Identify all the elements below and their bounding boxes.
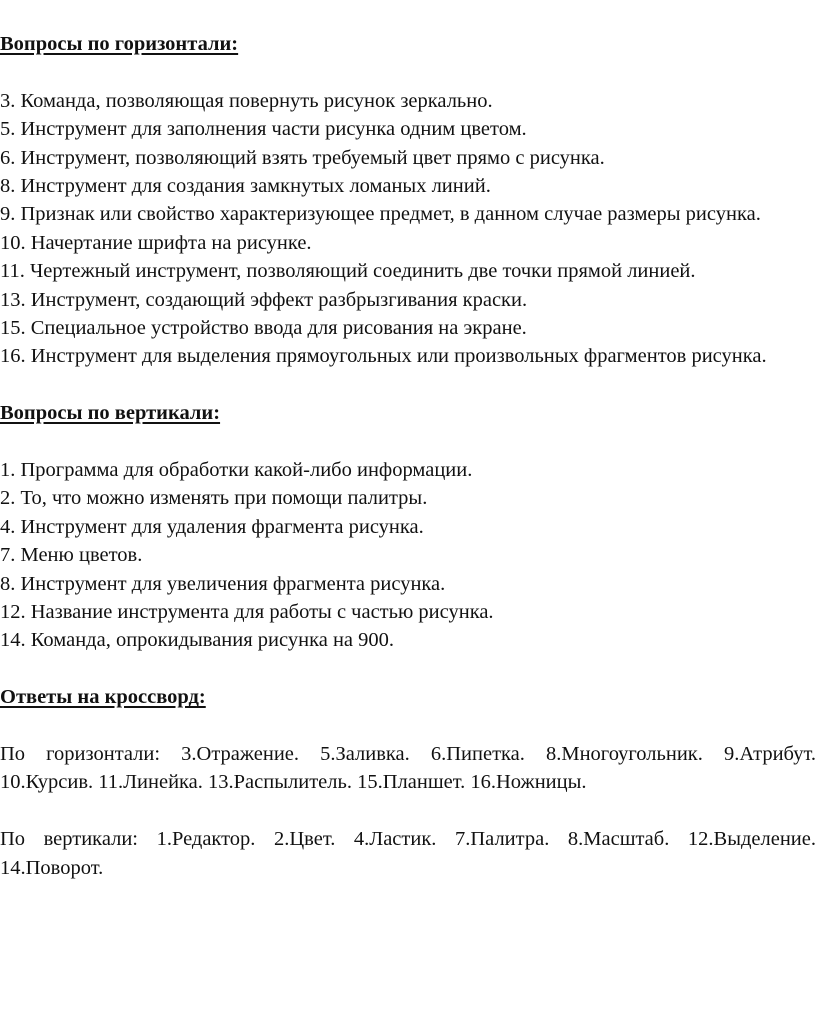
vertical-questions-heading: Вопросы по вертикали:: [0, 402, 221, 425]
horizontal-question-3: 3. Команда, позволяющая повернуть рисунок зеркально.: [0, 89, 493, 112]
spacer: [0, 712, 816, 740]
answers-vertical: По вертикали: 1.Редактор. 2.Цвет. 4.Ластик. 7.Палитра. 8.Масштаб. 12.Выделение. 14.Поворот.: [0, 828, 816, 879]
vertical-question-1: 1. Программа для обработки какой-либо информации.: [0, 459, 473, 482]
horizontal-question-9: 9. Признак или свойство характеризующее предмет, в данном случае размеры рисунка.: [0, 203, 761, 226]
horizontal-question-11: 11. Чертежный инструмент, позволяющий соединить две точки прямой линией.: [0, 260, 696, 283]
vertical-question-8: 8. Инструмент для увеличения фрагмента рисунка.: [0, 572, 446, 595]
answers-heading: Ответы на кроссворд:: [0, 686, 206, 709]
spacer: [0, 797, 816, 825]
horizontal-question-6: 6. Инструмент, позволяющий взять требуемый цвет прямо с рисунка.: [0, 146, 605, 169]
vertical-question-4: 4. Инструмент для удаления фрагмента рисунка.: [0, 515, 424, 538]
horizontal-question-8: 8. Инструмент для создания замкнутых ломаных линий.: [0, 175, 491, 198]
horizontal-question-13: 13. Инструмент, создающий эффект разбрызгивания краски.: [0, 288, 528, 311]
horizontal-question-5: 5. Инструмент для заполнения части рисунка одним цветом.: [0, 118, 527, 141]
spacer: [0, 58, 816, 86]
horizontal-questions-heading: Вопросы по горизонтали:: [0, 33, 239, 55]
vertical-question-14: 14. Команда, опрокидывания рисунка на 900.: [0, 629, 395, 652]
vertical-question-12: 12. Название инструмента для работы с частью рисунка.: [0, 601, 494, 624]
spacer: [0, 428, 816, 456]
horizontal-question-16: 16. Инструмент для выделения прямоугольных или произвольных фрагментов рисунка.: [0, 345, 767, 368]
horizontal-questions-list: [0, 87, 816, 371]
spacer: [0, 371, 816, 399]
vertical-question-2: 2. То, что можно изменять при помощи палитры.: [0, 487, 428, 510]
document-page: [0, 30, 816, 882]
vertical-question-7: 7. Меню цветов.: [0, 544, 143, 567]
horizontal-question-10: 10. Начертание шрифта на рисунке.: [0, 231, 312, 254]
spacer: [0, 655, 816, 683]
horizontal-question-15: 15. Специальное устройство ввода для рисования на экране.: [0, 317, 527, 340]
vertical-questions-list: [0, 456, 816, 655]
answers-horizontal: По горизонтали: 3.Отражение. 5.Заливка. 6.Пипетка. 8.Многоугольник. 9.Атрибут. 10.Курсив. 11.Линейка. 13.Распылитель. 15.Планшет. 16.Ножницы.: [0, 743, 816, 794]
